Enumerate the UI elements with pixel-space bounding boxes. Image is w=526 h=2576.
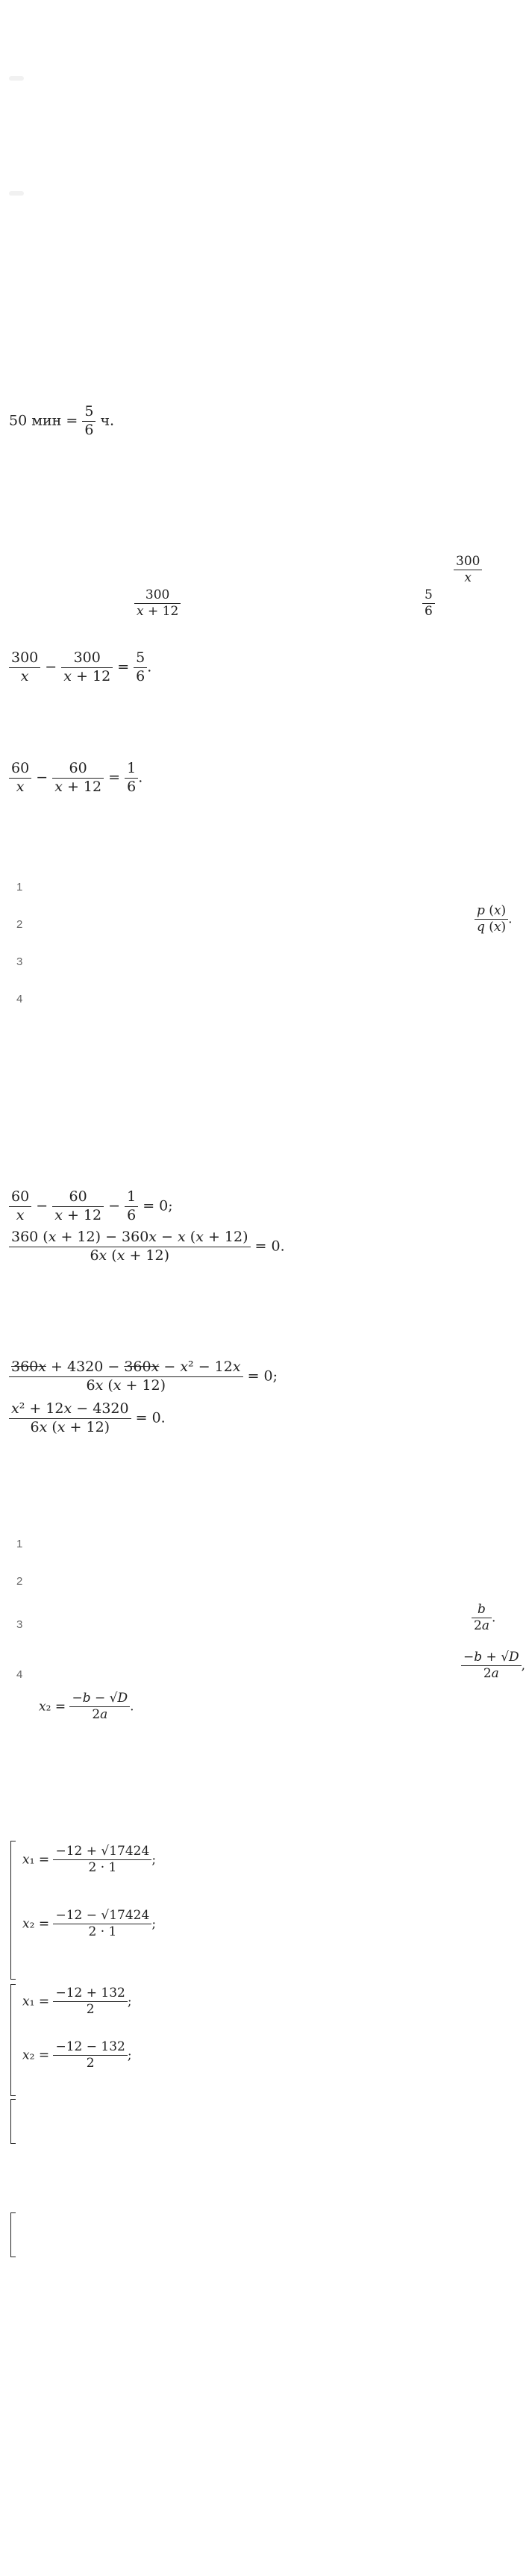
step-8-brace-1 [10, 1841, 16, 1980]
step-7-frac-x1: $\frac{-b + √D}{2a}$ , [461, 1650, 525, 1682]
top-banner[interactable] [0, 0, 526, 19]
find-tag [9, 191, 24, 196]
step-4-item-1: 1 [16, 881, 23, 894]
step-7-item-1: 1 [16, 1538, 23, 1550]
step-7-item-3: 3 [16, 1618, 23, 1631]
step-7-item-4: 4 [16, 1668, 23, 1681]
step-5-equation-2: $\frac{360 (x + 12) - 360x - x (x + 12)}{6x (x + 12)}$ = 0. [9, 1229, 285, 1265]
step-4-item-3: 3 [16, 955, 23, 968]
step-3-equation: $\frac{60}{x}$ − $\frac{60}{x + 12}$ = $\frac{1}{6}$ . [9, 760, 143, 796]
step-2-frac-300x: $\frac{300}{x}$ [454, 554, 482, 587]
step-7-item-2: 2 [16, 1575, 23, 1588]
step-8-x1-calc: x₁ = $\frac{-12 + 132}{2}$ ; [22, 1986, 132, 2018]
step-2-equation: $\frac{300}{x}$ − $\frac{300}{x + 12}$ = $\frac{5}{6}$ . [9, 649, 151, 686]
step-7-x2: x₂ = $\frac{-b - √D}{2a}$ . [39, 1691, 134, 1723]
step-6-equation-2: $\frac{\text{x² + 12x − 4320}}{6x (x + 12)}$ = 0. [9, 1400, 166, 1437]
step-8-brace-2 [10, 1984, 16, 2096]
step-1-formula: 50 мин = $\frac{5}{6}$ ч. [9, 403, 115, 438]
step-7-frac-b2a: $\frac{b}{2a}$ . [472, 1602, 495, 1635]
step-4-item-2: 2 [16, 918, 23, 931]
step-8-brace-3 [10, 2099, 16, 2144]
step-8-x2-calc: x₂ = $\frac{-12 - 132}{2}$ ; [22, 2039, 132, 2071]
given-tag [9, 76, 24, 81]
step-8-x2-sqrt: x₂ = $\frac{-12 - √17424}{2 \cdot 1}$ ; [22, 1908, 157, 1940]
step-2-frac-56: $\frac{5}{6}$ [422, 587, 435, 620]
step-4-item-4: 4 [16, 993, 23, 1005]
step-2-frac-300x12: $\frac{300}{x + 12}$ [134, 587, 181, 620]
step-9-brace [10, 2212, 16, 2257]
step-4-frac-pq: $\frac{p (x)}{q (x)}$ . [475, 903, 513, 936]
step-6-equation-1: $\frac{\text{360x + 4320 − 360x − x² − 12x}}{6x (x + 12)}$ = 0; [9, 1359, 278, 1395]
step-8-x1-sqrt: x₁ = $\frac{-12 + √17424}{2 \cdot 1}$ ; [22, 1844, 157, 1876]
step-5-equation-1: $\frac{60}{x}$ − $\frac{60}{x + 12}$ − $\frac{1}{6}$ = 0; [9, 1188, 173, 1225]
